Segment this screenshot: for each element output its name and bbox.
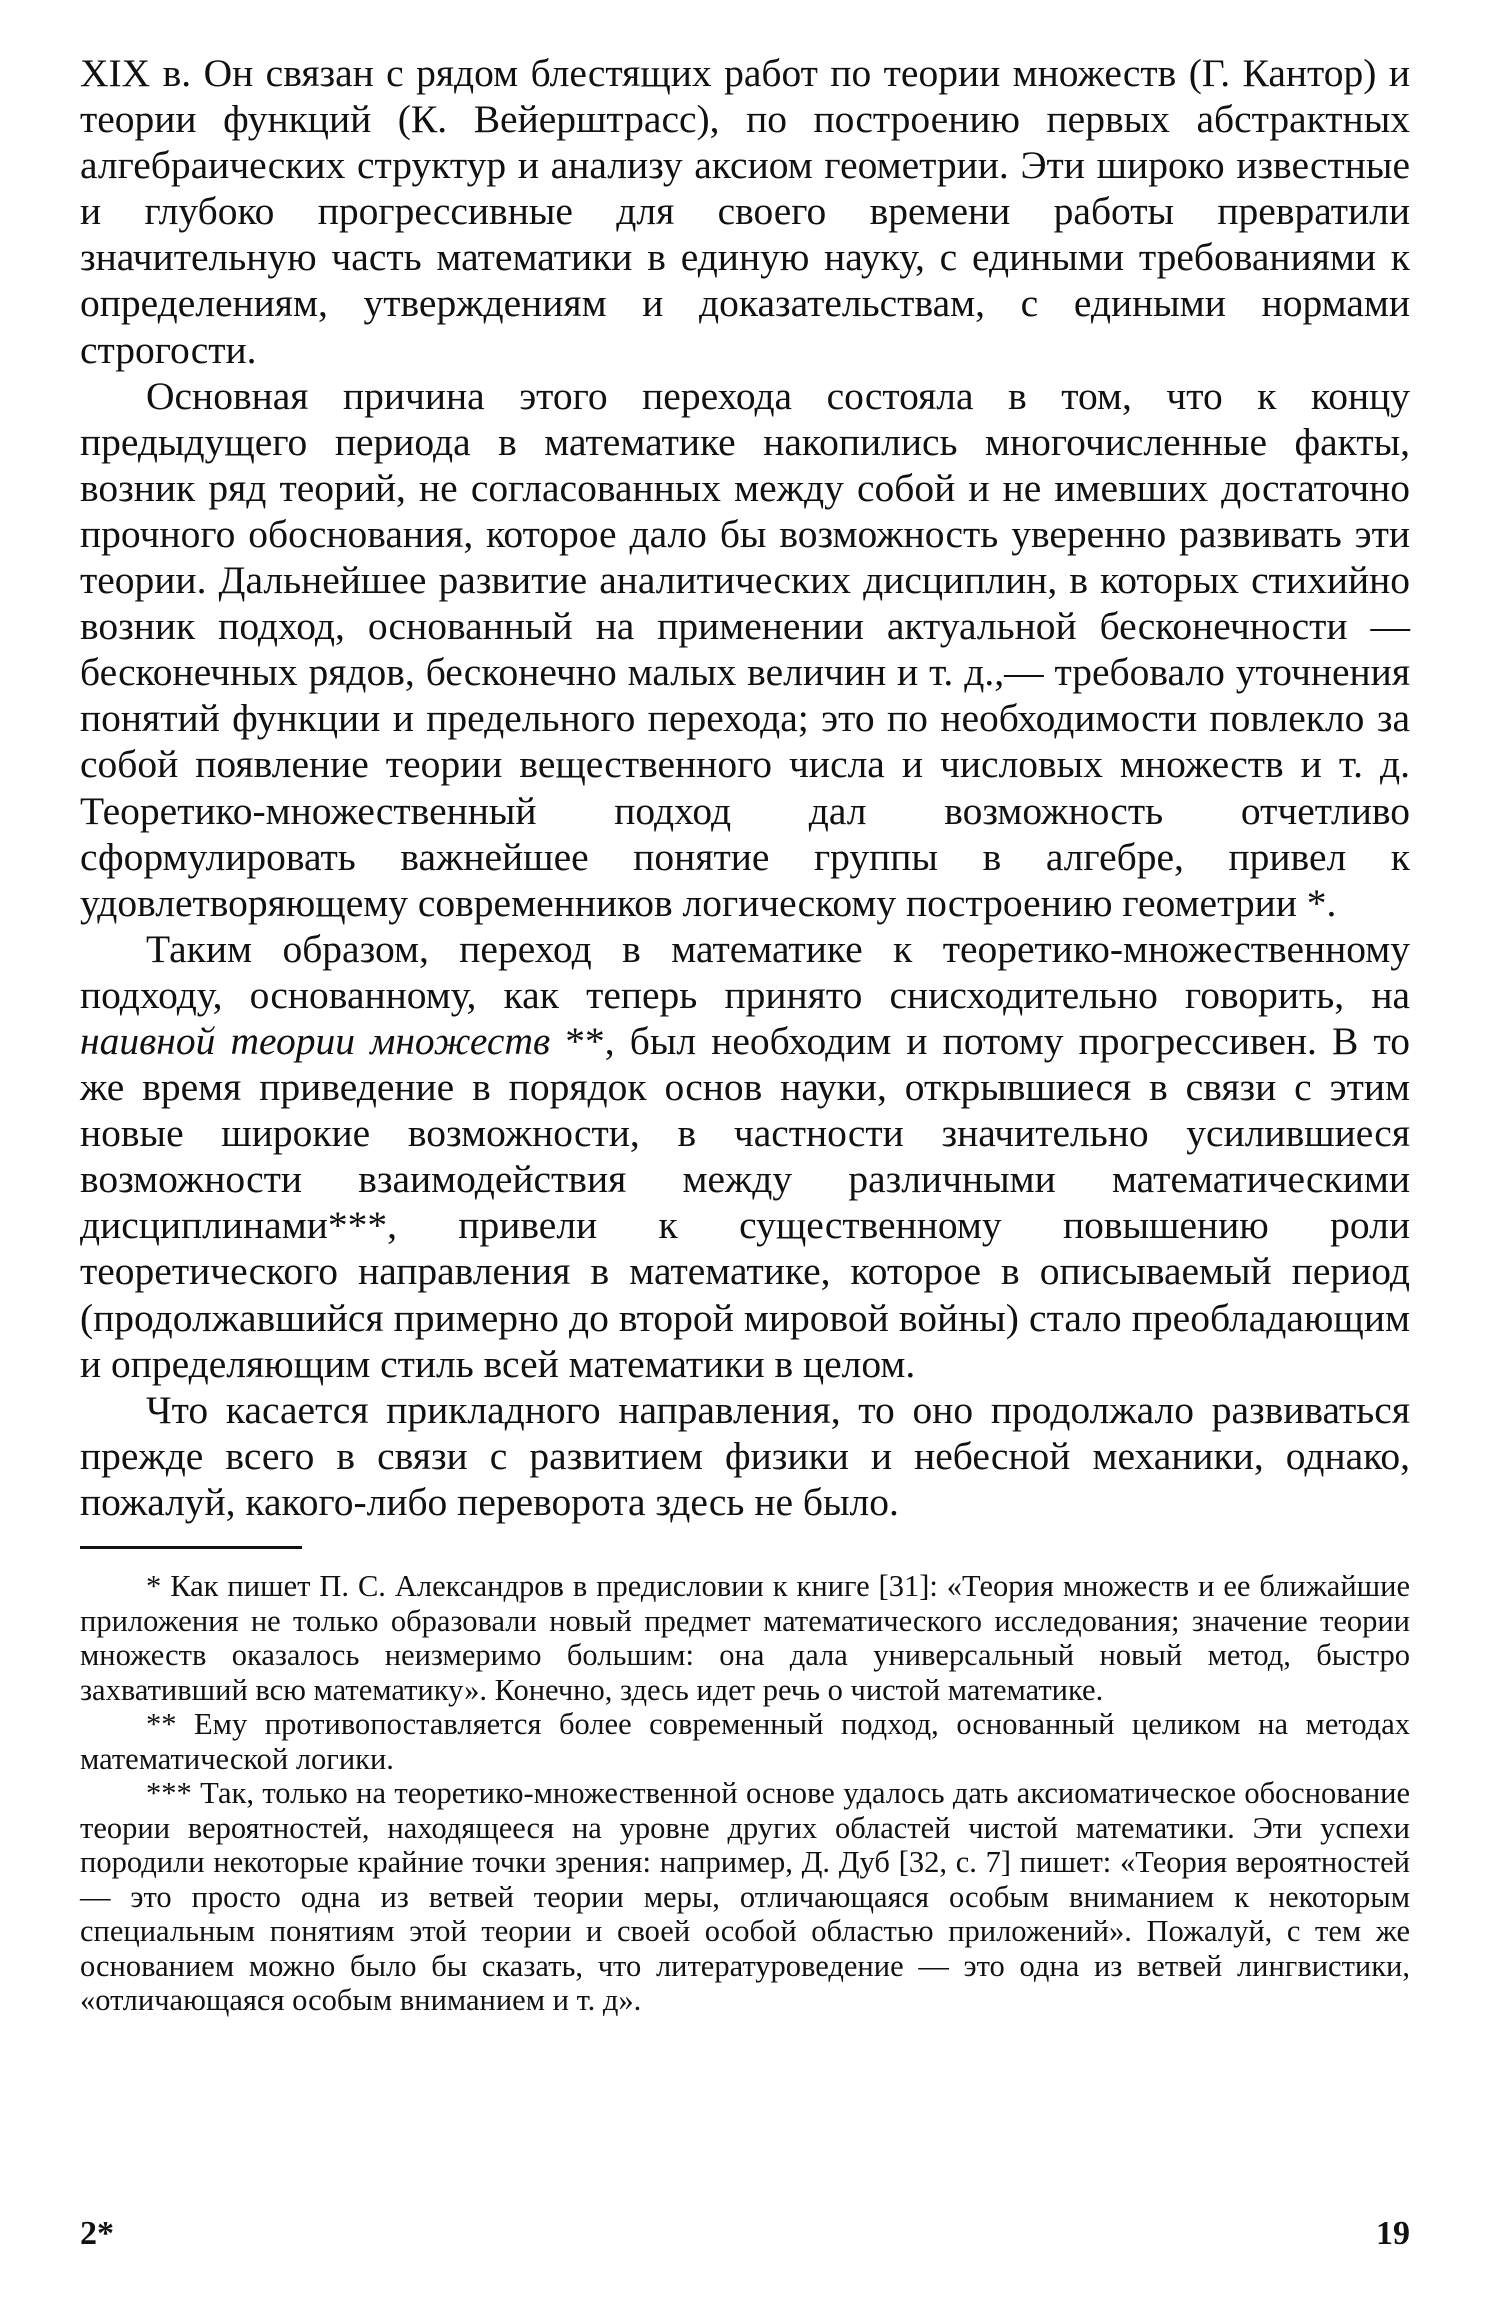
naive-set-theory-term: наивной теории множеств: [80, 1018, 551, 1063]
signature-mark: 2*: [80, 2215, 114, 2252]
footnote-separator: [80, 1546, 302, 1549]
paragraph-2: Основная причина этого перехода состояла в том, что к концу предыдущего периода в математике накопились многочисленные факты, возник ряд теорий, не согласованных между собой и не имевших достаточно прочного обоснования, которое дало бы возможность уверенно развивать эти теории. Дальнейшее развитие аналитических дисциплин, в которых стихийно возник подход, основанный на применении актуальной бесконечности — бесконечных рядов, бесконечно малых величин и т. д.,— требовало уточнения понятий функции и предельного перехода; это по необходимости повлекло за собой появление теории вещественного числа и числовых множеств и т. д. Теоретико-множественный подход дал возможность отчетливо сформулировать важнейшее понятие группы в алгебре, привел к удовлетворяющему современников логическому построению геометрии *.: [80, 373, 1410, 925]
footnote-2: ** Ему противопоставляется более современный подход, основанный целиком на методах математической логики.: [80, 1707, 1410, 1776]
paragraph-4: Что касается прикладного направления, то оно продолжало развиваться прежде всего в связи с развитием физики и небесной механики, однако, пожалуй, какого-либо переворота здесь не было.: [80, 1387, 1410, 1524]
paragraph-3-end: **, был необходим и потому прогрессивен. В то же время приведение в порядок основ науки, открывшиеся в связи с этим новые широкие возможности, в частности значительно усилившиеся возможности взаимодействия между различными математическими дисциплинами***, привели к существенному повышению роли теоретического направления в математике, которое в описываемый период (продолжавшийся примерно до второй мировой войны) стало преобладающим и определяющим стиль всей математики в целом.: [80, 1018, 1410, 1386]
paragraph-3-start: Таким образом, переход в математике к теоретико-множественному подходу, основанному, как теперь принято снисходительно говорить, на: [80, 926, 1410, 1017]
footnotes: [80, 1569, 1410, 2018]
paragraph-1: XIX в. Он связан с рядом блестящих работ по теории множеств (Г. Кантор) и теории функций (К. Вейерштрасс), по построению первых абстрактных алгебраических структур и анализу аксиом геометрии. Эти широко известные и глубоко прогрессивные для своего времени работы превратили значительную часть математики в единую науку, с едиными требованиями к определениям, утверждениям и доказательствам, с едиными нормами строгости.: [80, 51, 1410, 372]
footnote-3: *** Так, только на теоретико-множественной основе удалось дать аксиоматическое обоснование теории вероятностей, находящееся на уровне других областей чистой математики. Эти успехи породили некоторые крайние точки зрения: например, Д. Дуб [32, с. 7] пишет: «Теория вероятностей — это просто одна из ветвей теории меры, отличающаяся особым вниманием к некоторым специальным понятиям этой теории и своей особой областью приложений». Пожалуй, с тем же основанием можно было бы сказать, что литературоведение — это одна из ветвей лингвистики, «отличающаяся особым вниманием и т. д».: [80, 1776, 1410, 2017]
paragraph-3: [80, 926, 1410, 1387]
book-page: [80, 50, 1410, 2280]
footnote-1: * Как пишет П. С. Александров в предисловии к книге [31]: «Теория множеств и ее ближайшие приложения не только образовали новый предмет математического исследования; значение теории множеств оказалось неизмеримо большим: она дала универсальный новый метод, быстро захвативший всю математику». Конечно, здесь идет речь о чистой математике.: [80, 1569, 1410, 1707]
page-number: 19: [1376, 2215, 1410, 2252]
main-text: [80, 50, 1410, 1525]
